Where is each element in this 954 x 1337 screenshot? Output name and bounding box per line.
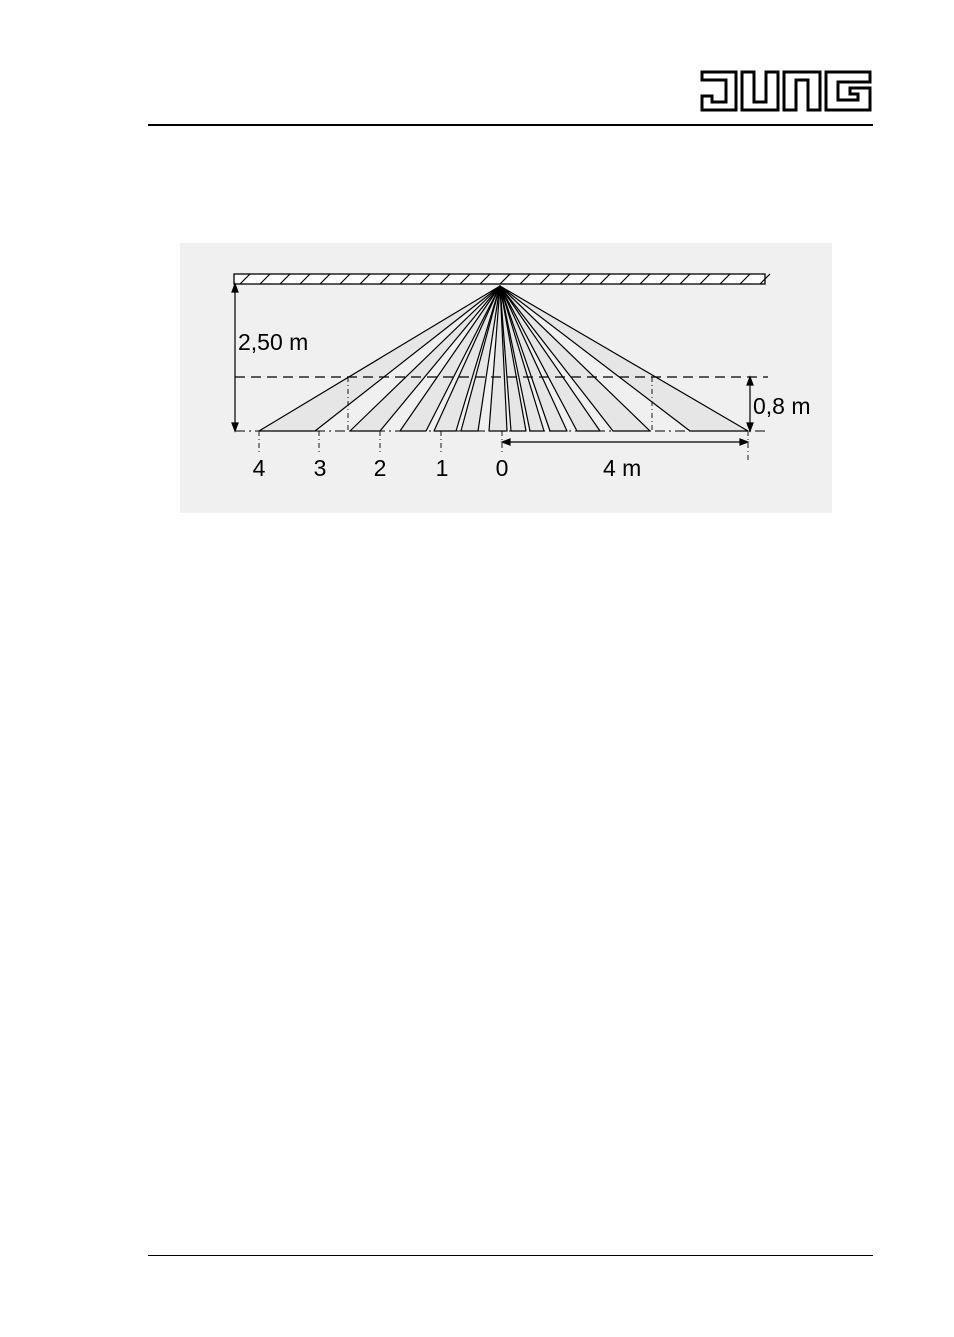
jung-logo (700, 70, 874, 114)
zone-label-0: 0 (495, 455, 509, 481)
header-rule (148, 124, 873, 126)
zone-label-2: 2 (373, 455, 387, 481)
detection-zone-diagram (180, 243, 832, 513)
zone-label-4: 4 (252, 455, 266, 481)
range-label: 4 m (603, 455, 642, 481)
height-label: 2,50 m (238, 329, 309, 355)
detection-height-label: 0,8 m (753, 393, 811, 419)
zone-label-1: 1 (435, 455, 449, 481)
zone-label-3: 3 (313, 455, 327, 481)
footer-rule (148, 1255, 873, 1256)
